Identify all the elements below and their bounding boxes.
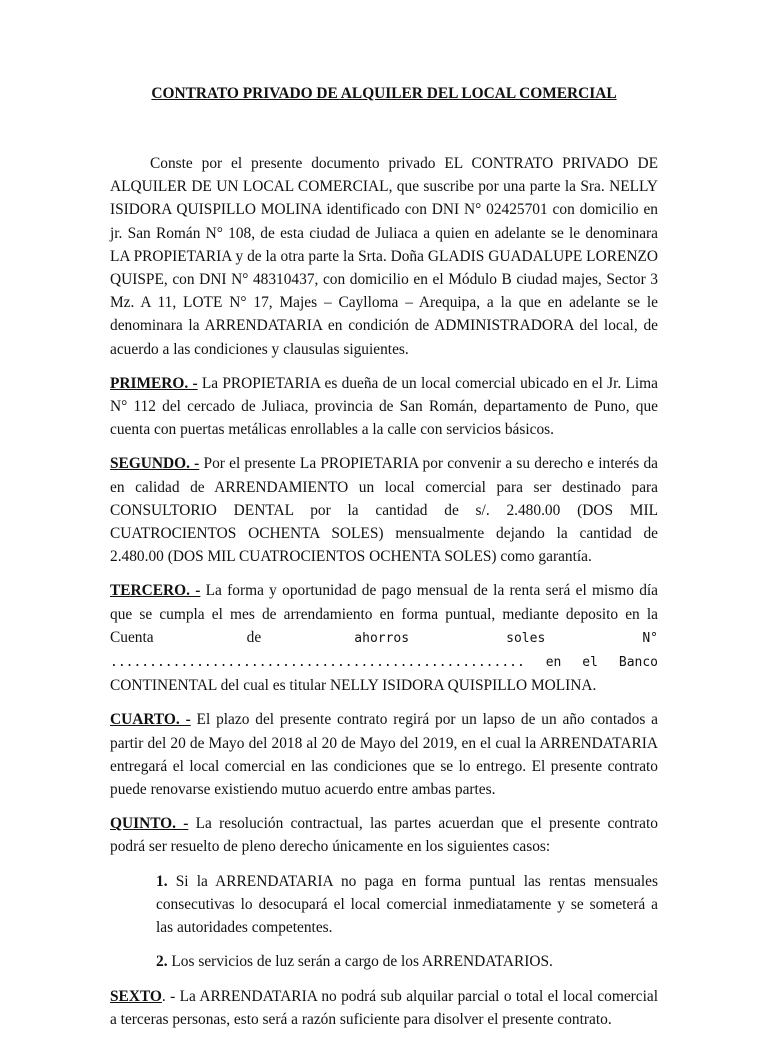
clause-text: El plazo del presente contrato regirá por un lapso de un año contados a partir del 20 de Mayo del 2018 al 20 de Mayo del 2019, en el cual la ARRENDATARIA entregará el local comercial en las condiciones que se lo entrego. El presente contrato puede renovarse existiendo mutuo acuerdo entre ambas partes. bbox=[110, 711, 658, 799]
list-item bbox=[156, 950, 658, 973]
clause-heading: PRIMERO. - bbox=[110, 374, 198, 392]
list-number: 2. bbox=[156, 953, 168, 971]
clause-heading: TERCERO. - bbox=[110, 582, 201, 600]
clause-text: . - La ARRENDATARIA no podrá sub alquilar parcial o total el local comercial a terceras personas, esto será a razón suficiente para disolver el presente contrato. bbox=[110, 987, 658, 1028]
list-text: Los servicios de luz serán a cargo de los ARRENDATARIOS. bbox=[167, 953, 553, 971]
intro-paragraph: Conste por el presente documento privado EL CONTRATO PRIVADO DE ALQUILER DE UN LOCAL COMERCIAL, que suscribe por una parte la Sra. NELLY ISIDORA QUISPILLO MOLINA identificado con DNI N° 02425701 con domicilio en jr. San Román N° 108, de esta ciudad de Juliaca a quien en adelante se le denominara LA PROPIETARIA y de la otra parte la Srta. Doña GLADIS GUADALUPE LORENZO QUISPE, con DNI N° 48310437, con domicilio en el Módulo B ciudad majes, Sector 3 Mz. A 11, LOTE N° 17, Majes – Caylloma – Arequipa, a la que en adelante se le denominara la ARRENDATARIA en condición de ADMINISTRADORA del local, de acuerdo a las condiciones y clausulas siguientes. bbox=[110, 155, 658, 358]
clause-text: La PROPIETARIA es dueña de un local comercial ubicado en el Jr. Lima N° 112 del cercado de Juliaca, provincia de San Román, departamento de Puno, que cuenta con puertas metálicas enrollables a la calle con servicios básicos. bbox=[110, 374, 658, 439]
clause-heading: CUARTO. - bbox=[110, 711, 191, 729]
clause-text: La forma y oportunidad de pago mensual de la renta será el mismo día que se cumpla el mes de arrendamiento en forma puntual, mediante deposito en la Cuenta de bbox=[110, 582, 659, 646]
clause-primero bbox=[110, 372, 658, 442]
clause-tercero bbox=[110, 579, 658, 697]
list-number: 1. bbox=[156, 872, 168, 890]
clause-text: CONTINENTAL del cual es titular NELLY ISIDORA QUISPILLO MOLINA. bbox=[110, 677, 597, 695]
clause-cuarto bbox=[110, 708, 658, 801]
document-body bbox=[110, 152, 658, 1042]
clause-quinto bbox=[110, 812, 658, 858]
account-number-blank: ahorros soles N° ..................................................... en el Banco bbox=[110, 630, 658, 671]
clause-segundo bbox=[110, 452, 658, 568]
clause-heading: QUINTO. - bbox=[110, 815, 189, 833]
document-title: CONTRATO PRIVADO DE ALQUILER DEL LOCAL COMERCIAL bbox=[151, 85, 617, 102]
clause-text: La resolución contractual, las partes acuerdan que el presente contrato podrá ser resuelto de pleno derecho únicamente en los siguientes casos: bbox=[110, 815, 658, 856]
list-item bbox=[156, 870, 658, 940]
list-text: Si la ARRENDATARIA no paga en forma puntual las rentas mensuales consecutivas lo desocupará el local comercial inmediatamente y se someterá a las autoridades competentes. bbox=[156, 872, 658, 937]
clause-heading: SEXTO bbox=[110, 987, 162, 1005]
clause-text: Por el presente La PROPIETARIA por convenir a su derecho e interés da en calidad de ARRENDAMIENTO un local comercial para ser destinado para CONSULTORIO DENTAL por la cantidad de s/. 2.480.00 (DOS MIL CUATROCIENTOS OCHENTA SOLES) mensualmente dejando la cantidad de 2.480.00 (DOS MIL CUATROCIENTOS OCHENTA SOLES) como garantía. bbox=[110, 455, 658, 566]
clause-heading: SEGUNDO. - bbox=[110, 455, 200, 473]
